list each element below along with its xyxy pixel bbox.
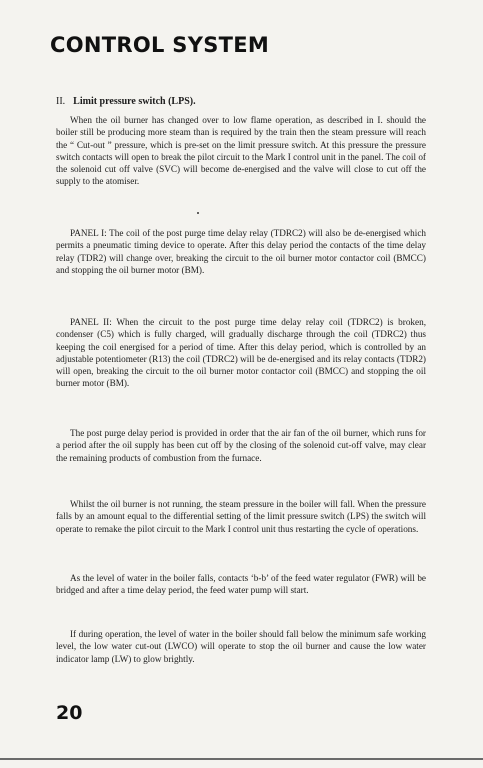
paragraph-panel-1: PANEL I: The coil of the post purge time delay relay (TDRC2) will also be de-energised which permits a pneumatic timing device to operate. After this delay period the contacts of the time delay relay (TDR2) will change over, breaking the circuit to the oil burner motor contactor coil (BMCC) and stopping the oil burner motor (BM). [56, 228, 426, 275]
bottom-rule [0, 758, 483, 760]
paragraph-intro: When the oil burner has changed over to low flame operation, as described in I. should the boiler still be producing more steam than is required by the train then the steam pressure will reach the “ Cut-out ” pressure, which is pre-set on the limit pressure switch. At this pressure the pressure switch contacts will open to break the pilot circuit to the Mark I control unit in the panel. The coil of the solenoid cut off valve (SVC) will become de-energised and the valve will close to cut off the supply to the atomiser. [56, 115, 426, 187]
paragraph-pressure-fall: Whilst the oil burner is not running, the steam pressure in the boiler will fall. When the pressure falls by an amount equal to the differential setting of the limit pressure switch (LPS) the switch will operate to remake the pilot circuit to the Mark I control unit thus restarting the cycle of operations. [56, 499, 426, 534]
section-heading-text: Limit pressure switch (LPS). [73, 96, 196, 107]
section-heading [56, 96, 196, 107]
paragraph-low-water: If during operation, the level of water in the boiler should fall below the minimum safe working level, the low water cut-out (LWCO) will operate to stop the oil burner and cause the low water indicator lamp (LW) to glow brightly. [56, 629, 426, 664]
paragraph-post-purge: The post purge delay period is provided in order that the air fan of the oil burner, which runs for a period after the oil supply has been cut off by the closing of the solenoid cut-off valve, may clear the remaining products of combustion from the furnace. [56, 428, 426, 463]
stray-dot [197, 212, 199, 214]
paragraph-feed-water: As the level of water in the boiler falls, contacts ‘b-b’ of the feed water regulator (FWR) will be bridged and after a time delay period, the feed water pump will start. [56, 573, 426, 596]
section-number: II. [56, 96, 66, 107]
paragraph-panel-2: PANEL II: When the circuit to the post purge time delay relay coil (TDRC2) is broken, condenser (C5) which is fully charged, will gradually discharge through the coil (TDRC2) thus keeping the coil energised for a period of time. After this delay period, which is controlled by an adjustable potentiometer (R13) the coil (TDRC2) will be de-energised and its relay contacts (TDR2) will open, breaking the circuit to the oil burner motor contactor coil (BMCC) and stopping the oil burner motor (BM). [56, 317, 426, 389]
page-title: CONTROL SYSTEM [50, 33, 270, 57]
page-number: 20 [56, 702, 83, 724]
